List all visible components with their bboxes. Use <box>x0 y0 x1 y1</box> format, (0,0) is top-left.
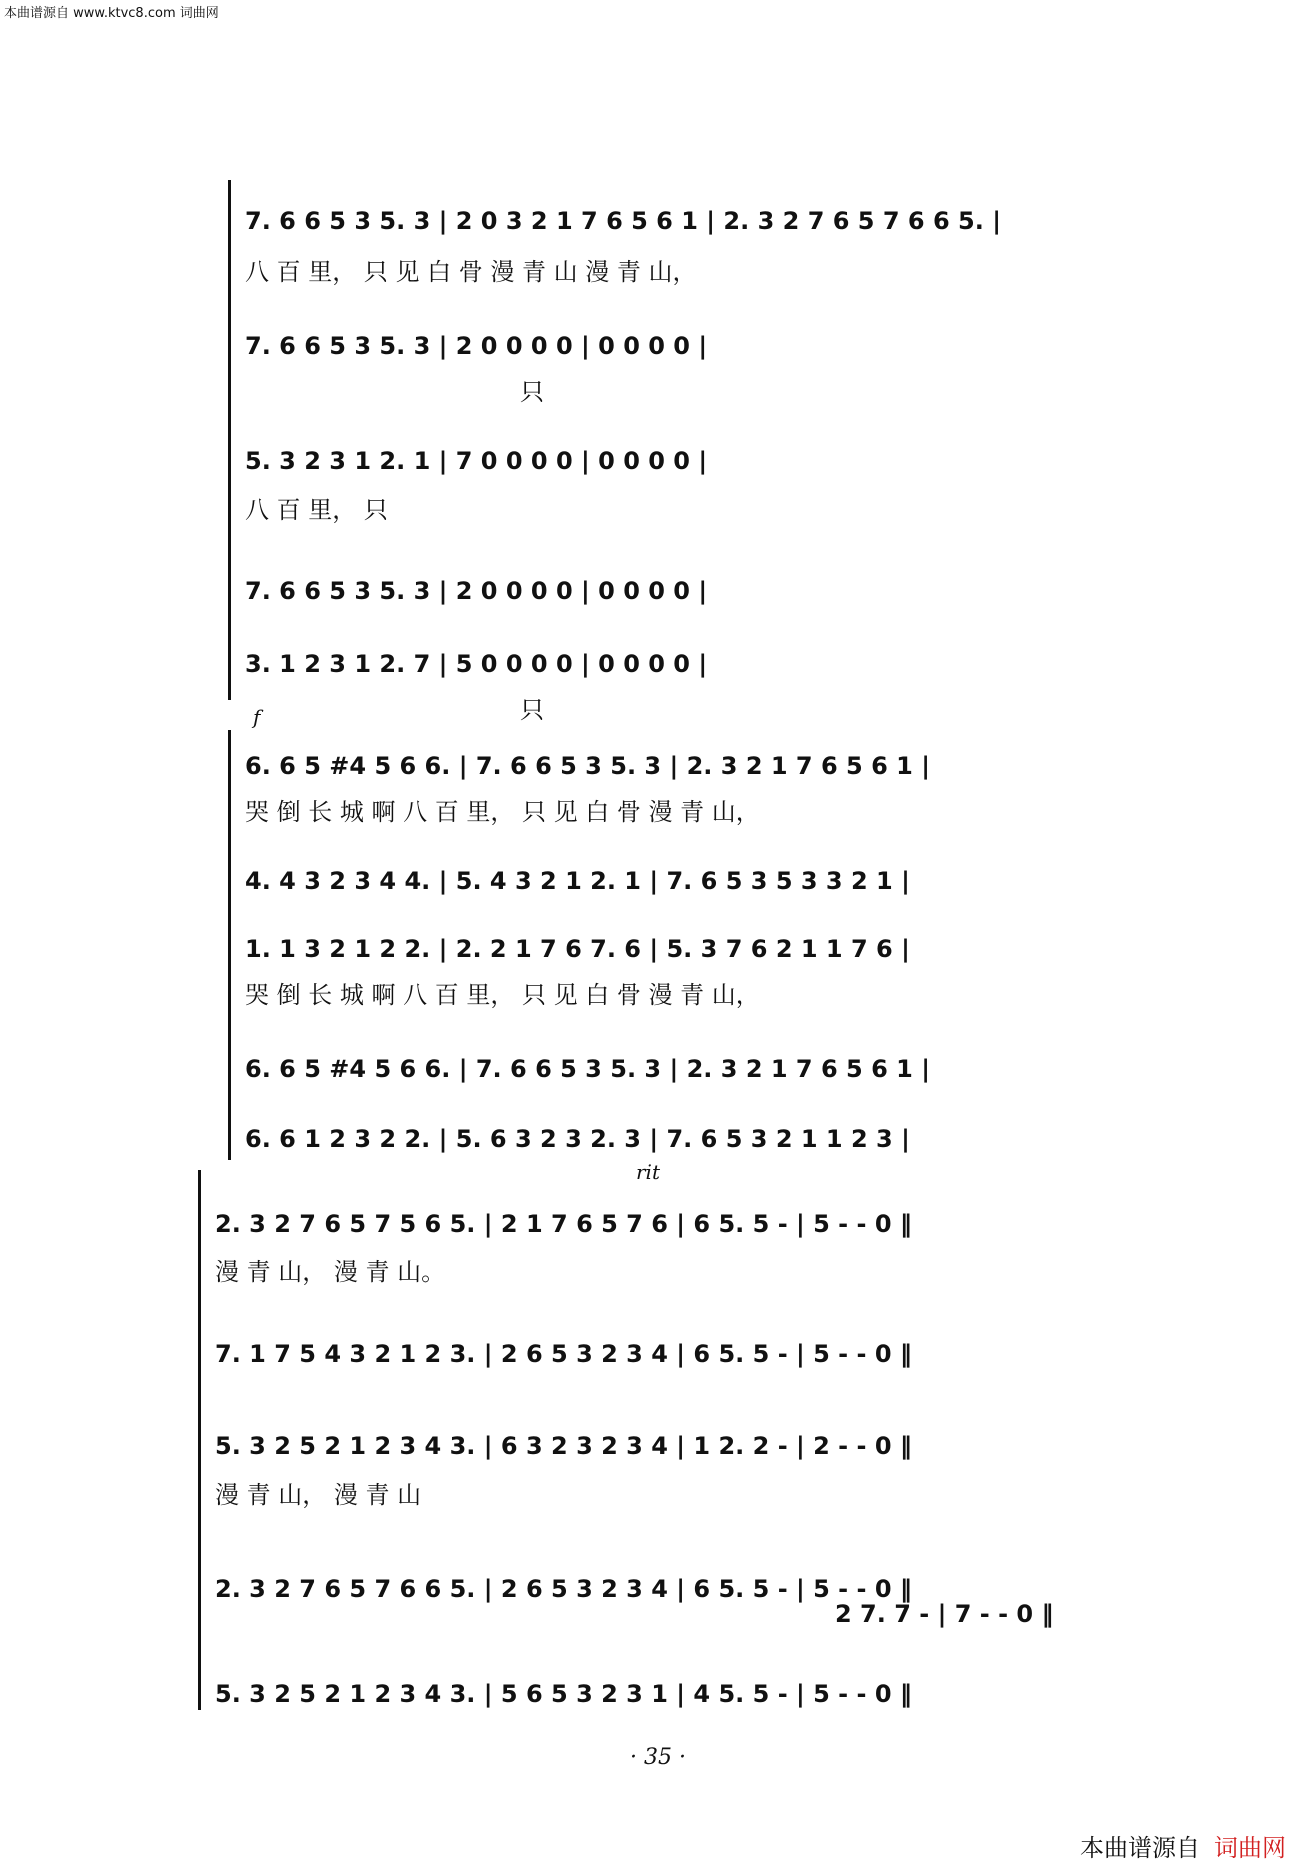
footer-right: 词曲网 <box>1214 1834 1286 1862</box>
footer-left: 本曲谱源自 <box>1080 1834 1200 1862</box>
s3-row3-notes: 5. 3 2 5 2 1 2 3 4 3. | 6 3 2 3 2 3 4 | 1 2. 2 - | 2 - - 0 ‖ <box>215 1432 912 1460</box>
system-2-bracket <box>228 730 231 1160</box>
s3-row1-notes: 2. 3 2 7 6 5 7 5 6 5. | 2 1 7 6 5 7 6 | 6 5. 5 - | 5 - - 0 ‖ <box>215 1210 912 1238</box>
s2-row3-lyric: 哭 倒 长 城 啊 八 百 里， 只 见 白 骨 漫 青 山， <box>245 981 760 1009</box>
s1-row2-notes: 7. 6 6 5 3 5. 3 | 2 0 0 0 0 | 0 0 0 0 | <box>245 332 708 360</box>
s1-row1-notes: 7. 6 6 5 3 5. 3 | 2 0 3 2 1 7 6 5 6 1 | 2. 3 2 7 6 5 7 6 6 5. | <box>245 207 1001 235</box>
s1-row4-notes: 7. 6 6 5 3 5. 3 | 2 0 0 0 0 | 0 0 0 0 | <box>245 577 708 605</box>
s2-row5-notes: 6. 6 1 2 3 2 2. | 5. 6 3 2 3 2. 3 | 7. 6 5 3 2 1 1 2 3 | <box>245 1125 910 1153</box>
s1-row5-lyric: 只 <box>520 696 544 724</box>
s2-row2-notes: 4. 4 3 2 3 4 4. | 5. 4 3 2 1 2. 1 | 7. 6 5 3 5 3 3 2 1 | <box>245 867 910 895</box>
footer <box>1080 1828 1286 1863</box>
s1-row5-notes: 3. 1 2 3 1 2. 7 | 5 0 0 0 0 | 0 0 0 0 | <box>245 650 708 678</box>
s3-row4-notes: 2. 3 2 7 6 5 7 6 6 5. | 2 6 5 3 2 3 4 | 6 5. 5 - | 5 - - 0 ‖ <box>215 1575 912 1603</box>
system-1-bracket <box>228 180 231 700</box>
header-source: 本曲谱源自 www.ktvc8.com 词曲网 <box>4 6 219 21</box>
s3-row1-lyric: 漫 青 山， 漫 青 山。 <box>215 1258 446 1286</box>
system-3-bracket <box>198 1170 201 1710</box>
page-number: · 35 · <box>630 1745 686 1770</box>
s1-row3-lyric: 八 百 里， 只 <box>245 496 388 524</box>
dynamic-mark: f <box>253 705 261 729</box>
s3-row2-notes: 7. 1 7 5 4 3 2 1 2 3. | 2 6 5 3 2 3 4 | 6 5. 5 - | 5 - - 0 ‖ <box>215 1340 912 1368</box>
s2-row1-lyric: 哭 倒 长 城 啊 八 百 里， 只 见 白 骨 漫 青 山， <box>245 798 760 826</box>
s1-row1-lyric: 八 百 里， 只 见 白 骨 漫 青 山 漫 青 山， <box>245 258 697 286</box>
s1-row3-notes: 5. 3 2 3 1 2. 1 | 7 0 0 0 0 | 0 0 0 0 | <box>245 447 708 475</box>
tempo-mark: rit <box>636 1160 660 1184</box>
s2-row3-notes: 1. 1 3 2 1 2 2. | 2. 2 1 7 6 7. 6 | 5. 3 7 6 2 1 1 7 6 | <box>245 935 910 963</box>
s2-row4-notes: 6. 6 5 #4 5 6 6. | 7. 6 6 5 3 5. 3 | 2. 3 2 1 7 6 5 6 1 | <box>245 1055 930 1083</box>
s3-row3-lyric: 漫 青 山， 漫 青 山 <box>215 1481 422 1509</box>
s1-row2-lyric: 只 <box>520 378 544 406</box>
s2-row1-notes: 6. 6 5 #4 5 6 6. | 7. 6 6 5 3 5. 3 | 2. 3 2 1 7 6 5 6 1 | <box>245 752 930 780</box>
s3-row5-notes: 5. 3 2 5 2 1 2 3 4 3. | 5 6 5 3 2 3 1 | 4 5. 5 - | 5 - - 0 ‖ <box>215 1680 912 1708</box>
s3-row4-divisi: 2 7. 7 - | 7 - - 0 ‖ <box>835 1600 1054 1628</box>
